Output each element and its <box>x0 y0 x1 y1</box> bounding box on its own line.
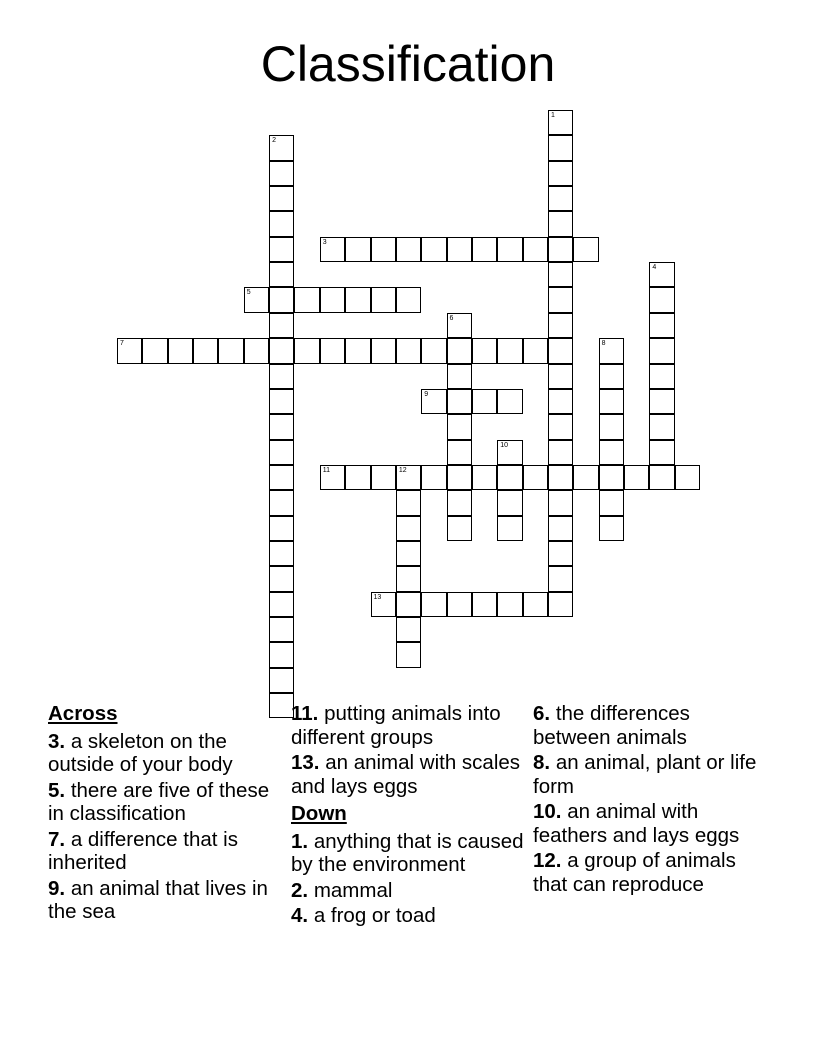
clue-text: a difference that is inherited <box>48 827 238 874</box>
grid-cell[interactable] <box>193 338 218 363</box>
across-heading: Across <box>48 702 118 725</box>
grid-cell[interactable] <box>142 338 167 363</box>
grid-cell[interactable] <box>269 313 294 338</box>
clue-number: 8. <box>533 751 551 774</box>
grid-cell[interactable] <box>497 592 522 617</box>
grid-cell[interactable] <box>548 211 573 236</box>
clue-number-label: 7 <box>120 340 124 348</box>
clue-number: 13. <box>291 751 320 774</box>
grid-cell[interactable] <box>497 389 522 414</box>
grid-cell[interactable] <box>269 617 294 642</box>
grid-cell[interactable] <box>168 338 193 363</box>
grid-cell[interactable] <box>269 668 294 693</box>
clue-number: 2. <box>291 878 309 902</box>
clue-text: an animal, plant or life form <box>533 751 757 798</box>
clue-across-7 <box>48 828 280 875</box>
clue-number: 12. <box>533 849 562 872</box>
grid-cell[interactable] <box>396 642 421 667</box>
clue-across-11 <box>291 702 526 749</box>
clue-across-3 <box>48 730 280 777</box>
grid-cell[interactable] <box>624 465 649 490</box>
grid-cell[interactable] <box>320 237 345 262</box>
clue-number: 7. <box>48 827 66 851</box>
grid-cell[interactable] <box>371 592 396 617</box>
grid-cell[interactable] <box>269 566 294 591</box>
grid-cell[interactable] <box>396 338 421 363</box>
grid-cell[interactable] <box>269 211 294 236</box>
grid-cell[interactable] <box>599 338 624 363</box>
clue-down-2 <box>291 879 526 903</box>
grid-cell[interactable] <box>497 237 522 262</box>
grid-cell[interactable] <box>599 414 624 439</box>
grid-cell[interactable] <box>548 161 573 186</box>
grid-cell[interactable] <box>548 135 573 160</box>
clue-number-label: 13 <box>373 593 382 601</box>
clue-text: there are five of these in classification <box>48 778 270 825</box>
grid-cell[interactable] <box>447 465 472 490</box>
grid-cell[interactable] <box>675 465 700 490</box>
grid-cell[interactable] <box>548 592 573 617</box>
clue-text: a group of animals that can reproduce <box>533 849 736 896</box>
grid-cell[interactable] <box>649 287 674 312</box>
grid-cell[interactable] <box>269 414 294 439</box>
grid-cell[interactable] <box>649 440 674 465</box>
clues-section <box>0 700 816 1000</box>
grid-cell[interactable] <box>269 161 294 186</box>
grid-cell[interactable] <box>548 516 573 541</box>
grid-cell[interactable] <box>345 338 370 363</box>
grid-cell[interactable] <box>548 262 573 287</box>
grid-cell[interactable] <box>269 364 294 389</box>
clue-text: putting animals into different groups <box>291 702 501 749</box>
grid-cell[interactable] <box>548 389 573 414</box>
clue-down-10 <box>533 800 773 847</box>
grid-cell[interactable] <box>421 338 446 363</box>
grid-cell[interactable] <box>548 490 573 515</box>
clue-number: 6. <box>533 702 551 725</box>
clue-number-label: 8 <box>601 340 606 348</box>
grid-cell[interactable] <box>320 465 345 490</box>
grid-cell[interactable] <box>649 262 674 287</box>
grid-cell[interactable] <box>599 440 624 465</box>
clue-text: mammal <box>313 878 393 902</box>
clue-down-6 <box>533 702 773 749</box>
grid-cell[interactable] <box>371 287 396 312</box>
clue-number-label: 4 <box>652 264 657 272</box>
grid-cell[interactable] <box>548 237 573 262</box>
clue-number: 9. <box>48 876 66 900</box>
grid-cell[interactable] <box>497 338 522 363</box>
clue-across-9 <box>48 877 280 924</box>
grid-cell[interactable] <box>599 490 624 515</box>
grid-cell[interactable] <box>497 465 522 490</box>
grid-cell[interactable] <box>269 516 294 541</box>
grid-cell[interactable] <box>497 516 522 541</box>
grid-cell[interactable] <box>421 389 446 414</box>
grid-cell[interactable] <box>599 516 624 541</box>
grid-cell[interactable] <box>472 389 497 414</box>
grid-cell[interactable] <box>548 440 573 465</box>
grid-cell[interactable] <box>548 110 573 135</box>
grid-cell[interactable] <box>649 465 674 490</box>
grid-cell[interactable] <box>396 592 421 617</box>
grid-cell[interactable] <box>548 186 573 211</box>
clue-number: 11. <box>291 702 319 725</box>
grid-cell[interactable] <box>447 516 472 541</box>
grid-cell[interactable] <box>345 465 370 490</box>
grid-cell[interactable] <box>472 338 497 363</box>
grid-cell[interactable] <box>396 566 421 591</box>
grid-cell[interactable] <box>269 642 294 667</box>
down-heading: Down <box>291 802 347 825</box>
grid-cell[interactable] <box>396 516 421 541</box>
grid-cell[interactable] <box>447 313 472 338</box>
clue-number: 3. <box>48 729 66 753</box>
grid-cell[interactable] <box>269 440 294 465</box>
grid-cell[interactable] <box>523 592 548 617</box>
grid-cell[interactable] <box>396 617 421 642</box>
grid-cell[interactable] <box>548 465 573 490</box>
grid-cell[interactable] <box>269 541 294 566</box>
grid-cell[interactable] <box>573 465 598 490</box>
grid-cell[interactable] <box>396 490 421 515</box>
grid-cell[interactable] <box>269 465 294 490</box>
grid-cell[interactable] <box>371 237 396 262</box>
clue-text: a frog or toad <box>313 904 436 927</box>
clue-number-label: 5 <box>246 289 251 297</box>
grid-cell[interactable] <box>269 237 294 262</box>
grid-cell[interactable] <box>320 338 345 363</box>
grid-cell[interactable] <box>649 389 674 414</box>
clue-text: an animal that lives in the sea <box>48 876 268 923</box>
grid-cell[interactable] <box>447 338 472 363</box>
grid-cell[interactable] <box>599 389 624 414</box>
grid-cell[interactable] <box>345 237 370 262</box>
grid-cell[interactable] <box>371 338 396 363</box>
clue-down-4 <box>291 904 526 928</box>
grid-cell[interactable] <box>421 465 446 490</box>
grid-cell[interactable] <box>269 287 294 312</box>
clue-number-label: 12 <box>398 466 407 474</box>
grid-cell[interactable] <box>447 364 472 389</box>
clue-text: the differences between animals <box>533 702 690 749</box>
clues-column-3 <box>533 702 773 898</box>
grid-cell[interactable] <box>218 338 243 363</box>
grid-cell[interactable] <box>396 541 421 566</box>
grid-cell[interactable] <box>294 338 319 363</box>
clue-number-label: 6 <box>449 314 454 322</box>
clue-number: 1. <box>291 829 309 853</box>
grid-cell[interactable] <box>447 389 472 414</box>
grid-cell[interactable] <box>548 566 573 591</box>
clue-number-label: 1 <box>550 112 555 119</box>
grid-cell[interactable] <box>447 414 472 439</box>
grid-cell[interactable] <box>548 364 573 389</box>
grid-cell[interactable] <box>269 338 294 363</box>
grid-cell[interactable] <box>548 338 573 363</box>
grid-cell[interactable] <box>371 465 396 490</box>
grid-cell[interactable] <box>421 592 446 617</box>
grid-cell[interactable] <box>269 490 294 515</box>
grid-cell[interactable] <box>396 465 421 490</box>
page-title: Classification <box>260 36 556 92</box>
grid-cell[interactable] <box>649 313 674 338</box>
grid-cell[interactable] <box>294 287 319 312</box>
grid-cell[interactable] <box>396 237 421 262</box>
grid-cell[interactable] <box>599 364 624 389</box>
clue-down-12 <box>533 849 773 896</box>
clue-number: 5. <box>48 778 66 802</box>
grid-cell[interactable] <box>472 465 497 490</box>
clue-number-label: 11 <box>322 466 331 474</box>
grid-cell[interactable] <box>548 287 573 312</box>
grid-cell[interactable] <box>244 287 269 312</box>
clues-column-2 <box>291 702 526 930</box>
grid-cell[interactable] <box>345 287 370 312</box>
grid-cell[interactable] <box>548 313 573 338</box>
grid-cell[interactable] <box>447 440 472 465</box>
grid-cell[interactable] <box>548 414 573 439</box>
grid-cell[interactable] <box>497 440 522 465</box>
grid-cell[interactable] <box>548 541 573 566</box>
clue-text: anything that is caused by the environment <box>291 829 524 876</box>
clue-number-label: 2 <box>272 137 276 145</box>
grid-cell[interactable] <box>447 592 472 617</box>
grid-cell[interactable] <box>523 465 548 490</box>
clue-number: 10. <box>533 800 562 823</box>
grid-cell[interactable] <box>599 465 624 490</box>
grid-cell[interactable] <box>523 338 548 363</box>
clue-number-label: 3 <box>322 238 327 246</box>
grid-cell[interactable] <box>649 364 674 389</box>
clue-number: 4. <box>291 904 309 927</box>
grid-cell[interactable] <box>649 414 674 439</box>
grid-cell[interactable] <box>421 237 446 262</box>
grid-cell[interactable] <box>269 186 294 211</box>
clue-text: an animal with feathers and lays eggs <box>533 800 740 847</box>
grid-cell[interactable] <box>447 490 472 515</box>
grid-cell[interactable] <box>649 338 674 363</box>
grid-cell[interactable] <box>497 490 522 515</box>
grid-cell[interactable] <box>472 237 497 262</box>
clues-column-1 <box>48 702 280 926</box>
grid-cell[interactable] <box>523 237 548 262</box>
clue-down-1 <box>291 830 526 877</box>
grid-cell[interactable] <box>269 592 294 617</box>
clue-text: an animal with scales and lays eggs <box>291 751 521 798</box>
grid-cell[interactable] <box>269 262 294 287</box>
grid-cell[interactable] <box>117 338 142 363</box>
grid-cell[interactable] <box>472 592 497 617</box>
grid-cell[interactable] <box>269 389 294 414</box>
clue-across-13 <box>291 751 526 798</box>
grid-cell[interactable] <box>269 135 294 160</box>
clue-text: a skeleton on the outside of your body <box>48 729 233 776</box>
clue-number-label: 9 <box>424 390 429 398</box>
clue-number-label: 10 <box>500 441 509 449</box>
grid-cell[interactable] <box>396 287 421 312</box>
grid-cell[interactable] <box>447 237 472 262</box>
clue-down-8 <box>533 751 773 798</box>
grid-cell[interactable] <box>573 237 598 262</box>
grid-cell[interactable] <box>244 338 269 363</box>
grid-cell[interactable] <box>320 287 345 312</box>
clue-across-5 <box>48 779 280 826</box>
